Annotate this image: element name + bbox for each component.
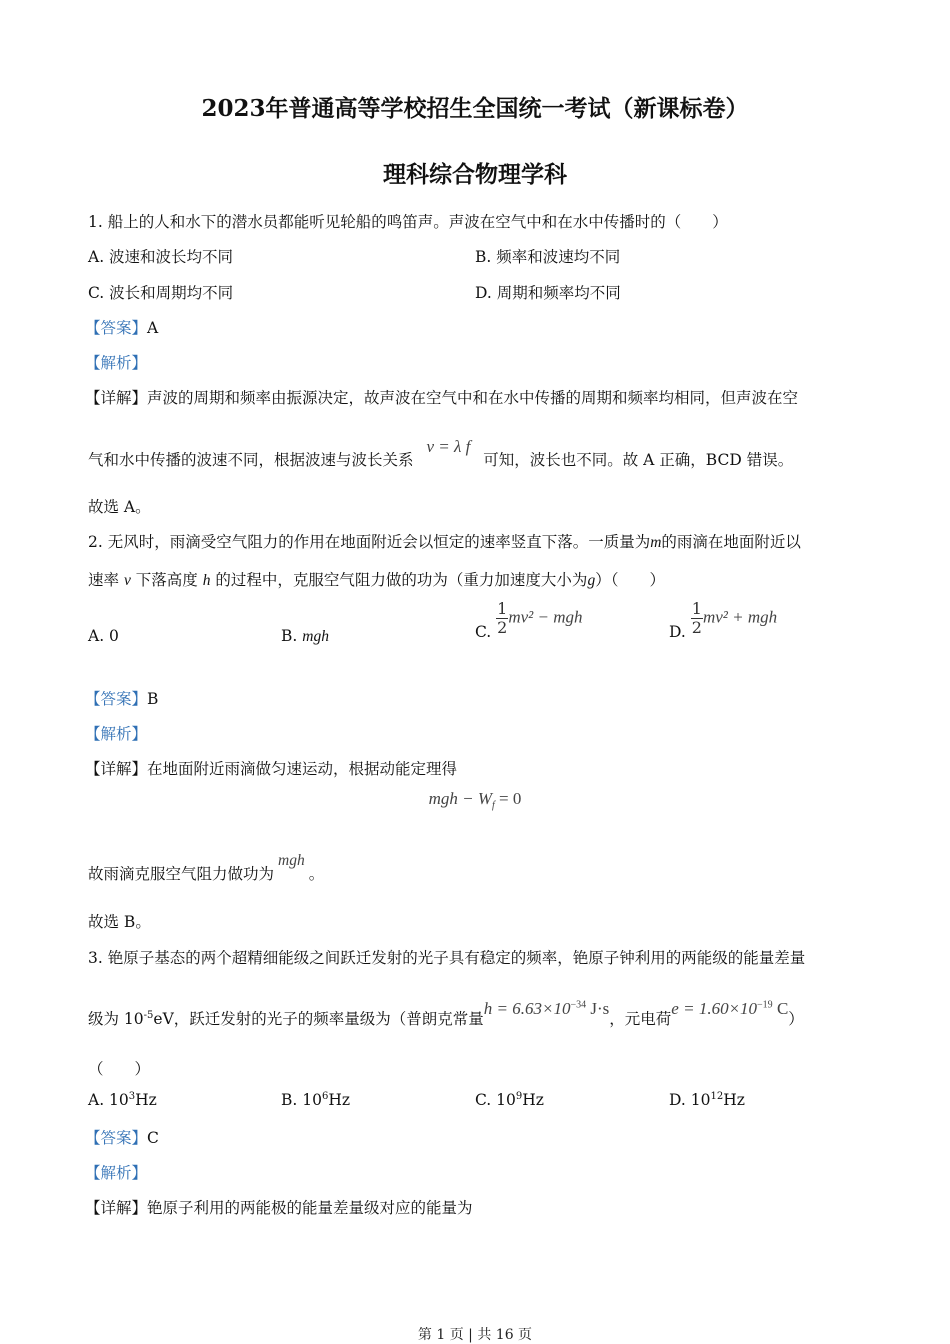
q2-equation-rhs: = 0 [494, 789, 522, 808]
q1-conclusion: 故选 A。 [88, 498, 151, 516]
fraction-denominator: 2 [691, 618, 702, 637]
exam-title: 2023年普通高等学校招生全国统一考试（新课标卷） [201, 95, 749, 122]
q2-velocity-symbol: v [123, 572, 131, 589]
q3-option-a [88, 1091, 157, 1109]
q3-option-d-base: D. 10 [669, 1091, 711, 1109]
q3-option-b-unit: Hz [328, 1091, 351, 1109]
answer-label: 【答案】 [85, 1129, 148, 1147]
q2-option-c-expression: mv² − mgh [508, 607, 583, 627]
q3-planck-unit: J·s [586, 999, 610, 1018]
q2-analysis-label: 【解析】 [85, 725, 148, 743]
q2-answer-value: B [147, 690, 159, 708]
q2-detail-text-b: 。 [308, 865, 325, 883]
q2-equation-subscript: f [492, 800, 495, 812]
q3-planck-constant [484, 999, 610, 1018]
fraction-numerator: 1 [497, 599, 508, 618]
q2-equation [0, 789, 950, 812]
q1-detail-text-b: 可知，波长也不同。故 A 正确，BCD 错误。 [483, 451, 794, 469]
q2-stem-text-c: 速率 [88, 571, 120, 589]
q3-option-d [669, 1091, 745, 1109]
q3-analysis-label: 【解析】 [85, 1164, 148, 1182]
q2-option-b [281, 627, 329, 646]
answer-label: 【答案】 [85, 319, 148, 337]
q1-detail-text: 声波的周期和频率由振源决定，故声波在空气中和在水中传播的周期和频率均相同，但声波在空 [147, 389, 799, 407]
q3-option-d-unit: Hz [723, 1091, 745, 1109]
answer-label: 【答案】 [85, 690, 148, 708]
q2-height-symbol: h [202, 572, 211, 589]
q3-stem-line3: （ ） [88, 1060, 151, 1078]
q2-detail-line2 [88, 852, 325, 884]
q2-answer [85, 687, 158, 709]
q2-option-b-label: B. [281, 627, 298, 645]
q3-energy-exponent: -5 [143, 1009, 154, 1021]
q2-stem-text-a: 2. 无风时，雨滴受空气阻力的作用在地面附近会以恒定的速率竖直下落。一质量为 [88, 533, 651, 551]
fraction-numerator: 1 [691, 599, 702, 618]
q3-option-b-base: B. 10 [281, 1091, 322, 1109]
q3-detail-line1 [85, 1196, 473, 1218]
q1-option-a: A. 波速和波长均不同 [88, 248, 234, 266]
q3-elementary-charge [671, 999, 788, 1018]
q2-detail-line1 [85, 757, 457, 779]
q3-option-c-exponent: 9 [515, 1090, 523, 1102]
q2-detail-text-a: 故雨滴克服空气阻力做功为 [88, 865, 275, 883]
q3-option-d-exponent: 12 [710, 1090, 724, 1102]
q1-analysis-label: 【解析】 [85, 354, 148, 372]
q2-stem-line2 [88, 568, 665, 590]
q2-option-c [475, 599, 583, 641]
q1-answer-value: A [147, 319, 159, 337]
q3-charge-unit: C [772, 999, 789, 1018]
q2-gravity-symbol: g [587, 572, 596, 589]
q1-answer [85, 316, 158, 338]
q2-option-c-label: C. [475, 622, 492, 641]
q3-option-a-exponent: 3 [128, 1090, 136, 1102]
q3-charge-value: e = 1.60×10 [671, 999, 758, 1018]
q2-option-c-fraction [496, 600, 508, 637]
q1-detail-line2 [88, 437, 794, 470]
q3-option-a-base: A. 10 [88, 1091, 129, 1109]
q1-option-c: C. 波长和周期均不同 [88, 284, 234, 302]
fraction-denominator: 2 [497, 618, 508, 637]
q3-charge-exponent: −19 [757, 999, 773, 1011]
q2-stem-text-b: 的雨滴在地面附近以 [661, 533, 801, 551]
q3-stem-text-a: 级为 10 [88, 1010, 144, 1028]
q2-stem-line1 [88, 530, 801, 552]
q2-work-formula: mgh [278, 852, 305, 869]
detail-label: 【详解】 [85, 1199, 148, 1217]
q2-stem-text-d: 下落高度 [135, 571, 198, 589]
q2-option-d-expression: mv² + mgh [702, 607, 778, 627]
q2-mass-symbol: m [650, 534, 662, 551]
q3-stem-line2 [88, 999, 804, 1029]
detail-label: 【详解】 [85, 760, 148, 778]
q2-option-d-label: D. [669, 622, 686, 641]
q2-option-b-value: mgh [302, 628, 329, 645]
q1-wave-formula: v = λ f [426, 437, 471, 456]
q1-detail-line1 [85, 386, 798, 408]
q3-planck-value: h = 6.63×10 [483, 999, 571, 1018]
q2-detail-text: 在地面附近雨滴做匀速运动，根据动能定理得 [147, 760, 458, 778]
q3-detail-text: 铯原子利用的两能极的能量差量级对应的能量为 [147, 1199, 473, 1217]
q3-planck-exponent: −34 [570, 999, 587, 1011]
exam-subtitle: 理科综合物理学科 [383, 161, 567, 188]
q2-stem-text-f: ）（ ） [595, 571, 665, 589]
q3-stem-text-d: ） [788, 1010, 804, 1028]
q3-answer [85, 1126, 159, 1148]
q3-answer-value: C [147, 1129, 159, 1147]
q3-option-c-base: C. 10 [475, 1091, 516, 1109]
q2-option-a: A. 0 [88, 627, 119, 645]
q3-stem-text-c: ，元电荷 [609, 1010, 672, 1028]
q3-option-c-unit: Hz [522, 1091, 544, 1109]
q3-option-a-unit: Hz [135, 1091, 157, 1109]
q2-option-d [669, 599, 778, 641]
q3-option-c [475, 1091, 544, 1109]
q1-detail-text-a: 气和水中传播的波速不同，根据波速与波长关系 [88, 451, 414, 469]
q1-option-d: D. 周期和频率均不同 [475, 284, 621, 302]
q3-option-b-exponent: 6 [321, 1090, 329, 1102]
q2-stem-text-e: 的过程中，克服空气阻力做的功为（重力加速度大小为 [215, 571, 588, 589]
q2-conclusion: 故选 B。 [88, 913, 151, 931]
q1-option-b: B. 频率和波速均不同 [475, 248, 621, 266]
q3-stem-text-b: eV，跃迁发射的光子的频率量级为（普朗克常量 [153, 1010, 484, 1028]
q3-stem-line1: 3. 铯原子基态的两个超精细能级之间跃迁发射的光子具有稳定的频率，铯原子钟利用的两能级的能量差量 [88, 949, 806, 967]
detail-label: 【详解】 [85, 389, 148, 407]
page-footer: 第 1 页 | 共 16 页 [417, 1327, 533, 1343]
q2-equation-lhs: mgh − W [428, 789, 493, 808]
q2-option-d-fraction [691, 600, 703, 637]
q3-option-b [281, 1091, 350, 1109]
q1-stem: 1. 船上的人和水下的潜水员都能听见轮船的鸣笛声。声波在空气中和在水中传播时的（ ） [88, 213, 728, 231]
